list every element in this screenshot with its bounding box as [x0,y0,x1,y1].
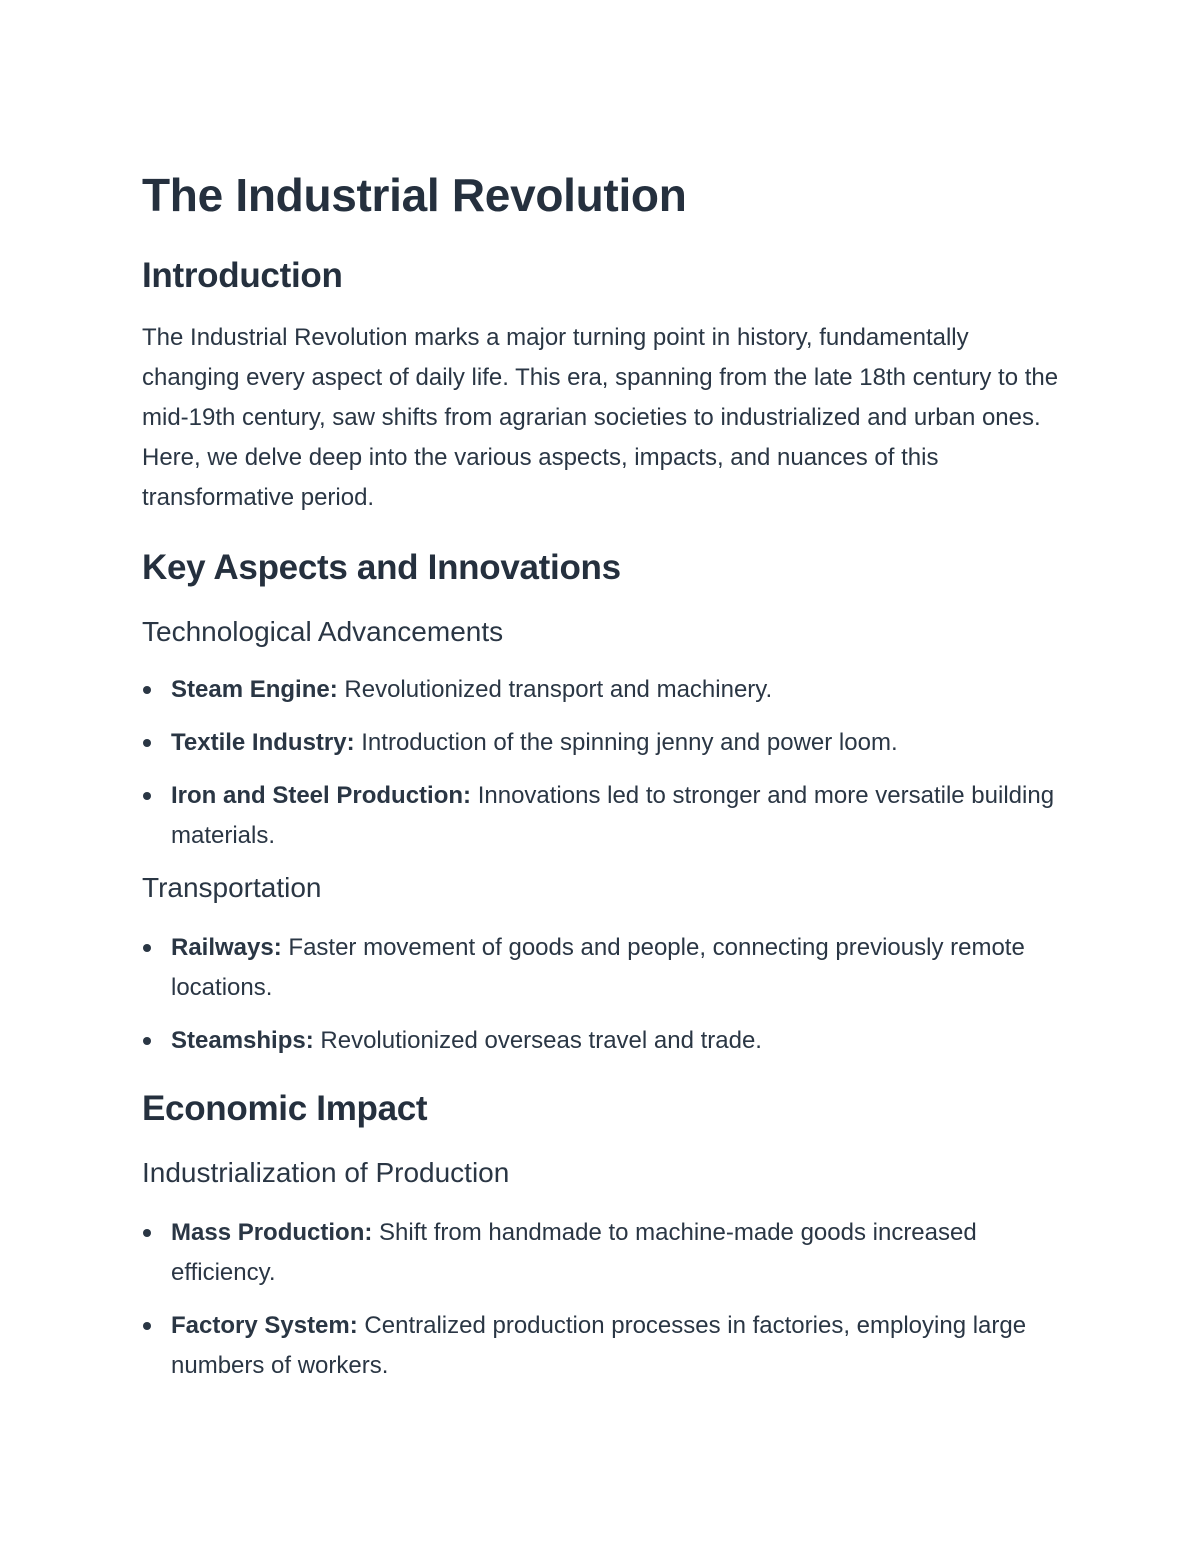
list-item-separator: : [364,1219,373,1246]
list-item-term: Railways [171,934,274,961]
list-item-term: Mass Production [171,1219,365,1246]
section-heading-key-aspects: Key Aspects and Innovations [142,548,621,587]
list-item-description: Revolutionized transport and machinery. [337,676,773,703]
list-item-term: Factory System [171,1312,350,1339]
section-heading-introduction: Introduction [142,256,343,295]
list-item-description: Innovations led to stronger and more versatile building materials. [171,782,1055,849]
list-item-separator: : [346,729,355,756]
list-item-description: Faster movement of goods and people, connecting previously remote locations. [171,934,1025,1001]
list-item-term: Steam Engine [171,676,330,703]
list-item-term: Textile Industry [171,729,347,756]
subsection-heading-industrialization: Industrialization of Production [142,1157,510,1188]
subsection-heading-technological: Technological Advancements [142,616,504,647]
document-page [142,166,1062,1386]
bullet-icon [143,1229,151,1237]
list-item-separator: : [463,782,472,809]
bullet-icon [143,1322,151,1330]
page-title: The Industrial Revolution [142,169,687,221]
list-item [142,1021,1062,1061]
list-item-description: Revolutionized overseas travel and trade. [313,1027,762,1054]
list-item [142,670,1062,710]
introduction-paragraph: The Industrial Revolution marks a major turning point in history, fundamentally changing every aspect of daily life. This era, spanning from the late 18th century to the mid-19th century, saw shifts from agrarian societies to industrialized and urban ones. Here, we delve deep into the various aspects, impacts, and nuances of this transformative period. [142,324,1059,511]
industrialization-list [142,1213,1062,1386]
section-heading-economic-impact: Economic Impact [142,1089,428,1128]
bullet-icon [143,944,151,952]
list-item-term: Steamships [171,1027,306,1054]
list-item [142,1306,1062,1386]
bullet-icon [143,739,151,747]
technological-list [142,670,1062,856]
bullet-icon [143,686,151,694]
bullet-icon [143,792,151,800]
list-item-separator: : [349,1312,358,1339]
list-item-description: Shift from handmade to machine-made goods increased efficiency. [171,1219,977,1286]
list-item-separator: : [273,934,282,961]
list-item-separator: : [305,1027,314,1054]
list-item-description: Centralized production processes in factories, employing large numbers of workers. [171,1312,1027,1379]
list-item [142,723,1062,763]
list-item-separator: : [329,676,338,703]
list-item-term: Iron and Steel Production [171,782,464,809]
transportation-list [142,928,1062,1061]
bullet-icon [143,1037,151,1045]
list-item [142,776,1062,856]
subsection-heading-transportation: Transportation [142,872,322,903]
list-item-description: Introduction of the spinning jenny and power loom. [354,729,898,756]
list-item [142,928,1062,1008]
list-item [142,1213,1062,1293]
